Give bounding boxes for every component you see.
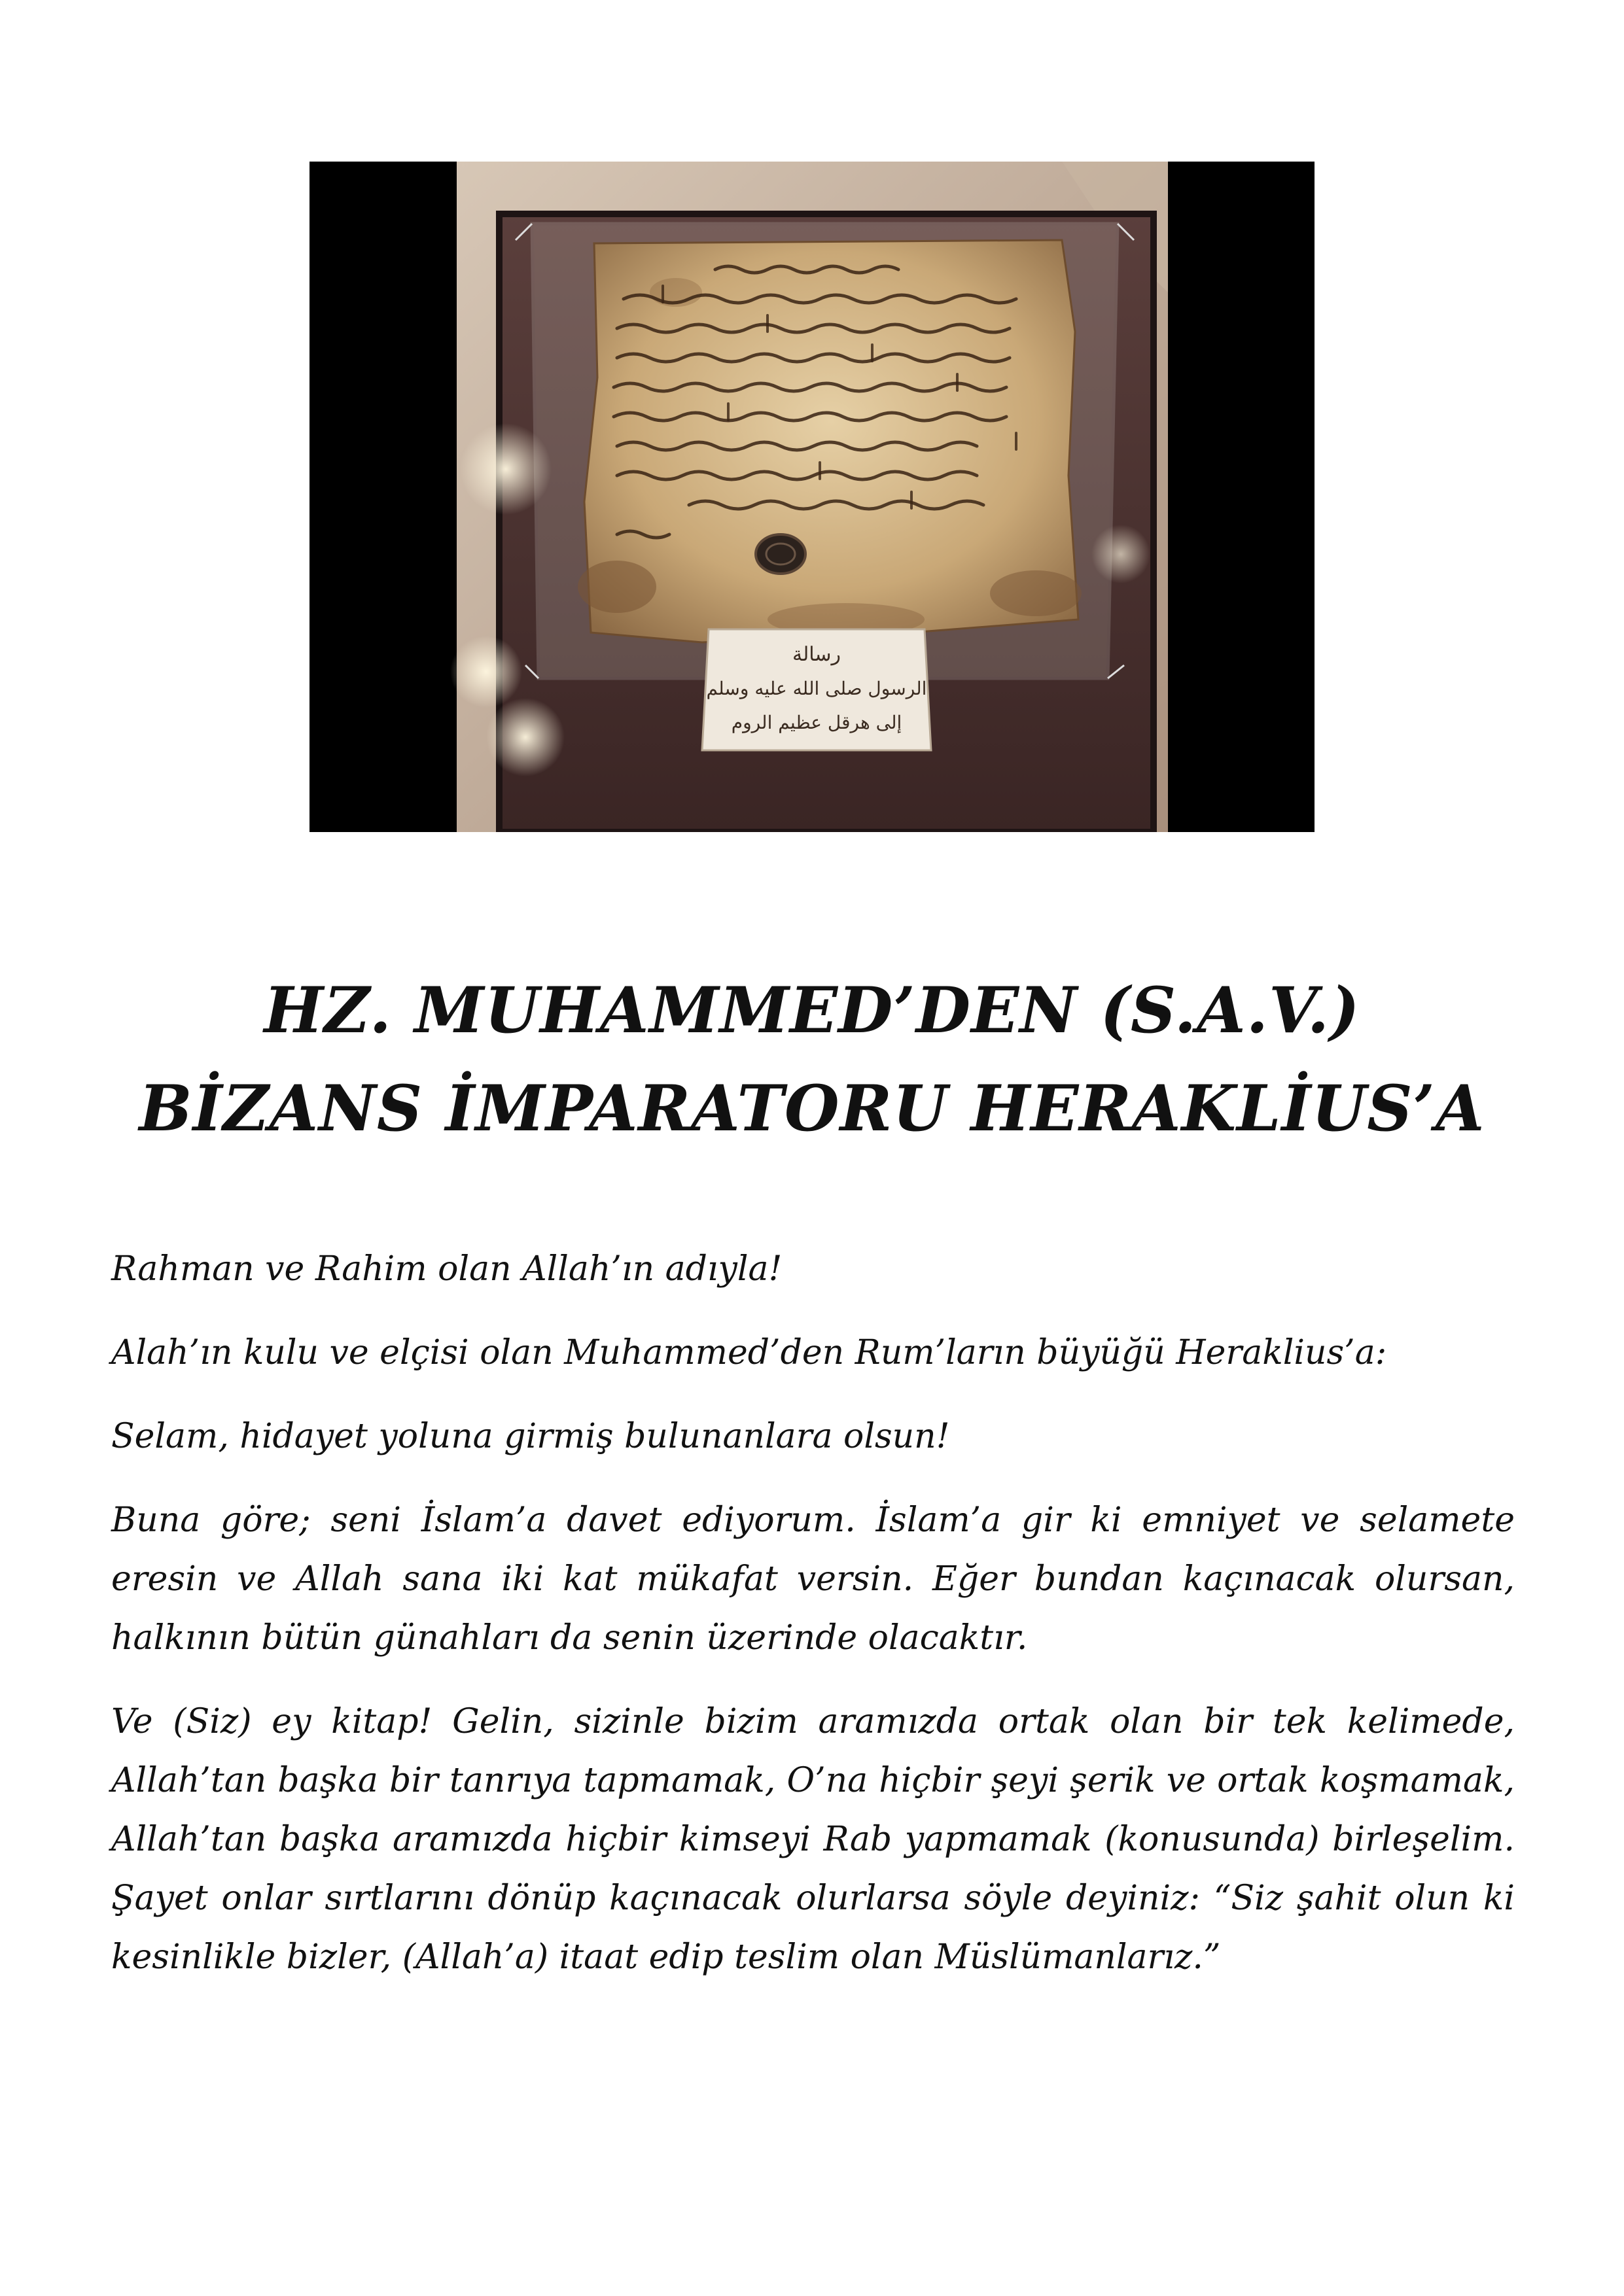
heading-line-2: BİZANS İMPARATORU HERAKLİUS’A: [139, 1071, 1485, 1145]
paragraph-greeting: Selam, hidayet yoluna girmiş bulunanlara olsun!: [111, 1417, 950, 1456]
plaque-line-1: رسالة: [792, 643, 841, 666]
paragraph-sender: Alah’ın kulu ve elçisi olan Muhammed’den Rum’ların büyüğü Heraklius’a:: [111, 1333, 1387, 1372]
plaque-line-3: إلى هرقل عظيم الروم: [731, 712, 902, 733]
heading-line-1: HZ. MUHAMMED’DEN (S.A.V.): [264, 973, 1360, 1047]
page-heading: [0, 962, 1624, 1158]
manuscript-photo: [309, 162, 1315, 832]
paragraph-invitation: Buna göre; seni İslam’a davet ediyorum. İslam’a gir ki emniyet ve selamete eresin ve Allah sana iki kat mükafat versin. Eğer bundan kaçınacak olursan, halkının bütün günahları da senin üzerinde olacaktır.: [111, 1501, 1515, 1658]
paragraph-verse: Ve (Siz) ey kitap! Gelin, sizinle bizim aramızda ortak olan bir tek kelimede, Allah’tan başka bir tanrıya tapmamak, O’na hiçbir şeyi şerik ve ortak koşmamak, Allah’tan başka aramızda hiçbir kimseyi Rab yapmamak (konusunda) birleşelim. Şayet onlar sırtlarını dönüp kaçınacak olurlarsa söyle deyiniz: “Siz şahit olun ki kesinlikle bizler, (Allah’a) itaat edip teslim olan Müslümanlarız.”: [111, 1702, 1515, 1977]
plaque-line-2: الرسول صلى الله عليه وسلم: [706, 678, 927, 699]
manuscript-photo-drawing: [309, 162, 1315, 832]
paragraph-basmala: Rahman ve Rahim olan Allah’ın adıyla!: [111, 1249, 783, 1289]
letter-text: [111, 1240, 1515, 2011]
